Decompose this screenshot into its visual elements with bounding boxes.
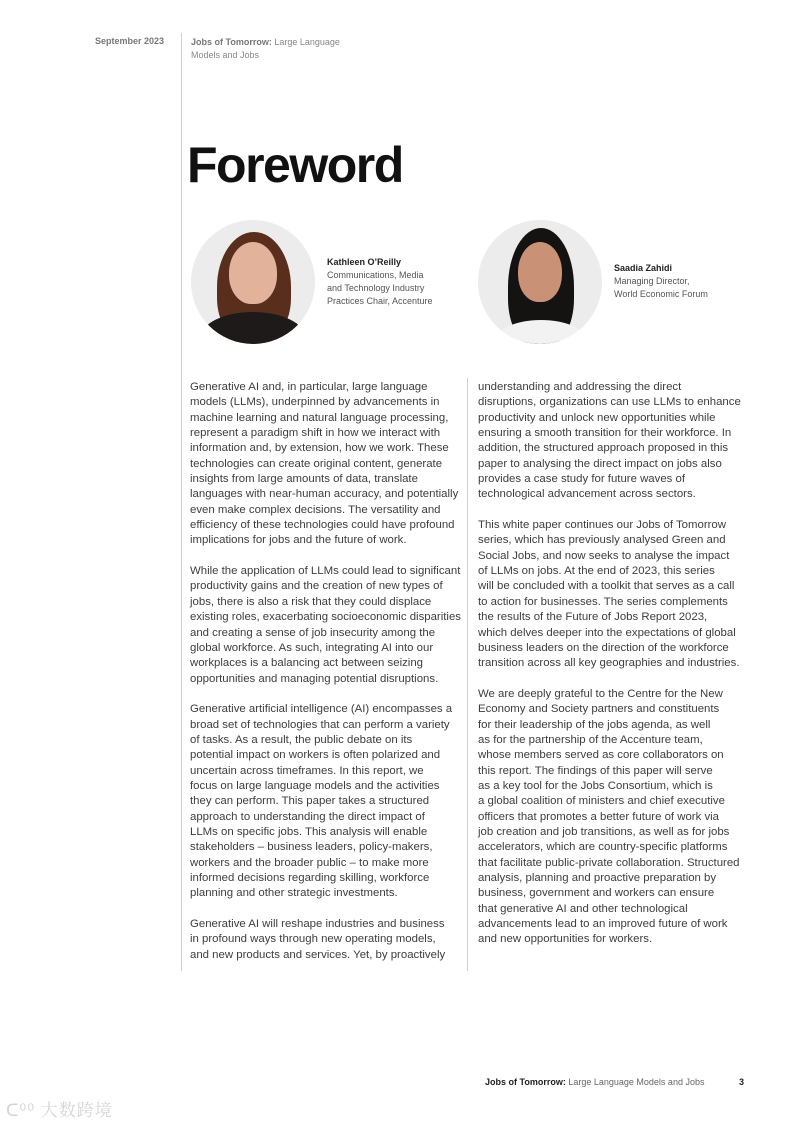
text-line: job creation and job transitions, as well as for jobs [478,825,730,838]
text-line: of tasks. As a result, the public debate on its [190,733,413,746]
paragraph [478,518,741,671]
text-line: addition, the structured approach proposed in this [478,442,729,455]
header-series-bold: Jobs of Tomorrow: [191,37,272,47]
text-line: information and, by extension, how we work. These [190,442,449,455]
text-line: global workforce. As such, integrating AI into our [190,641,434,654]
text-line: of LLMs on jobs. At the end of 2023, this series [478,565,715,578]
author-role-line: Communications, Media [327,270,424,280]
paragraph [190,917,461,963]
text-line: this report. The findings of this paper will serve [478,764,713,777]
text-line: analysis, planning and proactive preparation by [478,872,717,884]
text-line: a global coalition of ministers and chief executive [478,795,725,808]
header-series-title [191,36,391,62]
text-line: potential impact on workers is often polarized and [190,749,441,762]
text-line: for their leadership of the jobs agenda, as well [478,718,711,731]
text-line: focus on large language models and the activities [190,779,440,792]
page-number: 3 [739,1077,745,1087]
left-text-column [190,380,461,978]
text-line: will be concluded with a toolkit that serves as a call [478,580,735,593]
text-line: that facilitate public-private collaboration. Structured [478,856,740,869]
text-line: to action for businesses. The series complements [478,595,728,608]
text-line: they can perform. This paper takes a structured [190,795,430,808]
paragraph [478,380,741,503]
text-line: provides a case study for future waves of [478,473,686,486]
text-line: disruptions, organizations can use LLMs to enhance [478,396,741,409]
text-line: uncertain across timeframes. In this report, we [190,764,424,777]
text-line: that generative AI and other technological [478,902,688,915]
text-line: implications for jobs and the future of work. [190,534,407,547]
author-portrait-kathleen [191,220,315,344]
text-line: opportunities and managing potential disruptions. [190,672,439,685]
text-line: Generative AI and, in particular, large language [190,381,428,393]
text-line: business leaders on the direction of the workforce [478,641,729,654]
page-title: Foreword [187,137,403,193]
text-line: represent a paradigm shift in how we interact with [190,427,441,440]
header-date: September 2023 [95,36,165,46]
paragraph [478,687,741,948]
author-name: Saadia Zahidi [614,263,673,273]
text-line: which delves deeper into the expectations of global [478,626,736,639]
watermark-logo: ᑕ⁰⁰ 大数跨境 [6,1101,113,1120]
text-line: business, government and workers can ensure [478,887,715,900]
text-line: transition across all key geographies and industries. [478,657,740,670]
text-line: broad set of technologies that can perform a variety [190,718,450,731]
text-line: informed decisions regarding skilling, workforce [190,872,430,884]
paragraph [190,702,461,901]
text-line: and creating a sense of job insecurity among the [190,626,436,639]
text-line: Generative artificial intelligence (AI) encompasses a [190,703,453,716]
text-line: whose members served as core collaborators on [478,749,724,762]
text-line: efficiency of these technologies could have profound [190,519,455,532]
text-line: officers that promotes a better future of work via [478,810,720,823]
text-line: workers and the broader public – to make more [190,856,429,869]
text-line: in profound ways through new operating models, [190,933,436,946]
text-line: models (LLMs), underpinned by advancements in [190,396,440,409]
author-name: Kathleen O’Reilly [327,257,402,267]
author-role-line: Managing Director, [614,276,690,286]
author-role-line: and Technology Industry [327,283,425,293]
text-line: We are deeply grateful to the Centre for the New [478,687,723,700]
text-line: jobs, there is also a risk that they could displace [190,595,432,608]
footer-series-bold: Jobs of Tomorrow: [485,1077,566,1087]
author-role-line: Practices Chair, Accenture [327,296,433,306]
text-line: ensuring a smooth transition for their workforce. In [478,427,732,440]
text-line: as a key tool for the Jobs Consortium, which is [478,779,713,792]
text-line: Economy and Society partners and constituents [478,703,720,716]
text-line: existing roles, exacerbating socioeconomic disparities [190,611,461,624]
footer-series-rest: Large Language Models and Jobs [568,1077,705,1087]
paragraph [190,380,461,549]
text-line: and new products and services. Yet, by proactively [190,948,446,961]
text-line: stakeholders – business leaders, policy-makers, [190,841,433,854]
text-line: the results of the Future of Jobs Report 2023, [478,611,708,624]
text-line: approach to understanding the direct impact of [190,810,425,823]
text-line: technologies can create original content, generate [190,457,443,470]
header-series-rest: Large Language [274,37,340,47]
text-line: workplaces is a balancing act between seizing [190,657,424,670]
text-line: languages with near-human accuracy, and potentially [190,488,459,501]
header-series-line2: Models and Jobs [191,50,260,60]
text-line: machine learning and natural language processing, [190,411,449,424]
column-divider [467,378,468,971]
text-line: Generative AI will reshape industries and business [190,918,445,931]
text-line: insights from large amounts of data, translate [190,473,418,486]
author-role-line: World Economic Forum [614,289,708,299]
text-line: accelerators, which are country-specific platforms [478,841,728,854]
text-line: This white paper continues our Jobs of Tomorrow [478,519,726,532]
text-line: and new opportunities for workers. [478,933,653,946]
text-line: advancements lead to an improved future of work [478,918,728,931]
text-line: While the application of LLMs could lead to significant [190,565,461,578]
right-text-column [478,380,741,963]
text-line: understanding and addressing the direct [478,381,682,393]
text-line: paper to analysing the direct impact on jobs also [478,457,722,470]
author-caption-saadia [614,262,708,301]
text-line: Social Jobs, and now seeks to analyse the impact [478,549,730,562]
text-line: productivity and unlock new opportunities while [478,411,716,424]
left-divider [181,33,182,971]
author-portrait-saadia [478,220,602,344]
text-line: planning and other strategic investments. [190,887,398,900]
text-line: as for the partnership of the Accenture team, [478,733,703,746]
text-line: productivity gains and the creation of new types of [190,580,443,593]
text-line: even make complex decisions. The versatility and [190,503,441,516]
text-line: LLMs on specific jobs. This analysis will enable [190,825,428,838]
footer-series-title [485,1077,704,1087]
text-line: series, which has previously analysed Green and [478,534,726,547]
author-caption-kathleen [327,256,433,308]
paragraph [190,564,461,687]
text-line: technological advancement across sectors. [478,488,696,501]
